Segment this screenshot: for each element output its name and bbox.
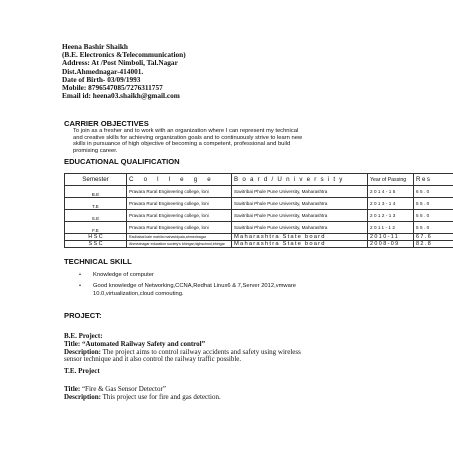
semester-cell: B.E bbox=[65, 186, 127, 198]
be-project-heading: B.E. Project: bbox=[64, 332, 103, 340]
technical-heading: TECHNICAL SKILL bbox=[64, 257, 132, 266]
table-row bbox=[65, 222, 453, 234]
skills-list bbox=[79, 271, 379, 299]
year-cell: 2014-15 bbox=[368, 186, 414, 198]
result-cell: 55.0 bbox=[414, 198, 453, 210]
college-cell: Pravara Rural Engineering college, loni bbox=[127, 210, 232, 222]
skill-text: 10.0,virtualization,cloud comouting. bbox=[93, 291, 184, 298]
be-project-block bbox=[64, 333, 301, 364]
address-line: Address: At /Post Nimboli, Tal.Nagar bbox=[62, 58, 178, 68]
objective-line: skills in pursuance of high objective of becoming a competent, professional and build bbox=[73, 141, 291, 148]
objective-line: and creative skills for achieving organization goals and to continuously strive to learn new bbox=[73, 134, 303, 141]
be-title-label: Title: bbox=[64, 339, 81, 348]
college-cell: Radhabai kale mahila mahavidyala,ahmednagar bbox=[127, 234, 232, 241]
semester-cell: F.E bbox=[65, 222, 127, 234]
be-description: The project aims to control railway accidents and safety using wireless bbox=[100, 347, 301, 356]
column-header: C o l l e g e bbox=[127, 174, 232, 186]
contact-header bbox=[62, 43, 392, 100]
board-cell: Savitribai Phule Pune University, Maharashtra bbox=[232, 198, 368, 210]
education-table bbox=[64, 173, 453, 248]
result-cell: 82.8 bbox=[414, 241, 453, 248]
year-cell: 2012-13 bbox=[368, 210, 414, 222]
year-cell: 2013-14 bbox=[368, 198, 414, 210]
board-cell: Savitribai Phule Pune University, Maharashtra bbox=[232, 222, 368, 234]
objective-line: promising career. bbox=[73, 147, 118, 154]
board-cell: Maharashtra State board bbox=[232, 234, 368, 241]
result-cell: 55.0 bbox=[414, 222, 453, 234]
board-cell: Maharashtra State board bbox=[232, 241, 368, 248]
semester-cell: S.E bbox=[65, 210, 127, 222]
skill-text: Good knowledge of Networking,CCNA,Redhat Linux6 & 7,Server 2012,vmware bbox=[93, 282, 296, 289]
project-heading: PROJECT: bbox=[64, 311, 102, 320]
te-project-title: “Fire & Gas Sensor Detector” bbox=[80, 385, 166, 393]
college-cell: Pravara Rural Engineering college, loni bbox=[127, 222, 232, 234]
te-project-details bbox=[64, 386, 221, 402]
college-cell: Ahmednagar education society's bhingar,highschool,bhingar bbox=[127, 241, 232, 248]
te-description: This project use for fire and gas detection. bbox=[100, 392, 221, 401]
table-row bbox=[65, 198, 453, 210]
column-header: Semester bbox=[65, 174, 127, 186]
email-address: Email id: heena03.shaikh@gmail.com bbox=[62, 91, 180, 101]
objectives-heading: CARRIER OBJECTIVES bbox=[64, 119, 149, 128]
semester-cell: S S C bbox=[65, 241, 127, 248]
result-cell: 55.0 bbox=[414, 210, 453, 222]
result-cell: 67.6 bbox=[414, 234, 453, 241]
semester-cell: T.E bbox=[65, 198, 127, 210]
be-description-continued: sensor technique and it also control the railway traffic possible. bbox=[64, 355, 242, 364]
result-cell: 65.0 bbox=[414, 186, 453, 198]
be-project-title: “Automated Railway Safety and control” bbox=[81, 339, 206, 348]
district-line: Dist.Ahmednagar-414001. bbox=[62, 66, 144, 76]
candidate-name: Heena Bashir Shaikh bbox=[62, 42, 128, 51]
table-row bbox=[65, 186, 453, 198]
table-row bbox=[65, 210, 453, 222]
board-cell: Savitribai Phule Pune University, Maharashtra bbox=[232, 186, 368, 198]
column-header: Year of Passing bbox=[368, 174, 414, 186]
year-cell: 2008-09 bbox=[368, 241, 414, 248]
te-project-block bbox=[64, 368, 100, 376]
table-header-row bbox=[65, 174, 453, 186]
candidate-degree: (B.E. Electronics &Telecommunication) bbox=[62, 50, 186, 60]
date-of-birth: Date of Birth- 03/09/1993 bbox=[62, 74, 141, 84]
objective-line: To join as a fresher and to work with an organization where I can represent my technical bbox=[73, 128, 299, 134]
skill-text: Knowledge of computer bbox=[93, 272, 154, 278]
bullet-icon: • bbox=[79, 282, 82, 289]
objectives-text bbox=[73, 128, 393, 154]
semester-cell: H S C bbox=[65, 234, 127, 241]
column-header: Res bbox=[414, 174, 453, 186]
year-cell: 2010-11 bbox=[368, 234, 414, 241]
te-description-label: Description: bbox=[64, 392, 101, 401]
year-cell: 2011-12 bbox=[368, 222, 414, 234]
bullet-icon: • bbox=[79, 272, 82, 278]
college-cell: Pravara Rural Engineering college, loni bbox=[127, 198, 232, 210]
be-description-label: Description: bbox=[64, 347, 101, 356]
te-project-heading: T.E. Project bbox=[64, 367, 100, 375]
list-item bbox=[79, 271, 379, 281]
list-item bbox=[79, 282, 379, 299]
column-header: Board/University bbox=[232, 174, 368, 186]
table-row bbox=[65, 234, 453, 241]
table-row bbox=[65, 241, 453, 248]
board-cell: Savitribai Phule Pune University, Maharashtra bbox=[232, 210, 368, 222]
education-heading: EDUCATIONAL QUALIFICATION bbox=[64, 157, 180, 166]
college-cell: Pravara Rural Engineering college, loni bbox=[127, 186, 232, 198]
te-title-label: Title: bbox=[64, 385, 81, 393]
mobile-number: Mobile: 8796547085/7276311757 bbox=[62, 83, 163, 93]
